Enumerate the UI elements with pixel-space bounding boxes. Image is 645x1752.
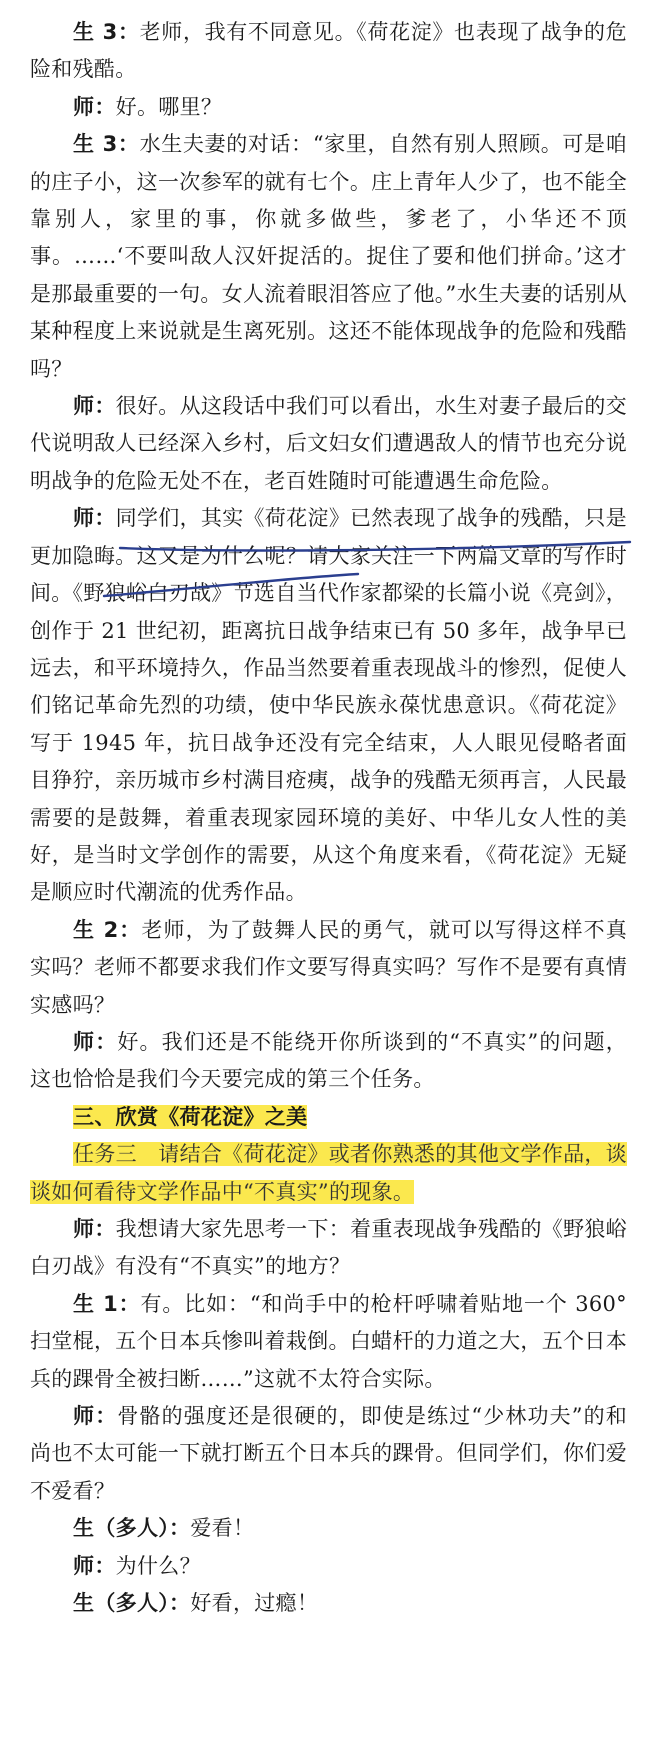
section-heading [30,1099,627,1136]
dialogue-paragraph: 生 3：水生夫妻的对话：“家里，自然有别人照顾。可是咱的庄子小，这一次参军的就有七个。庄上青年人少了，也不能全靠别人，家里的事，你就多做些，爹老了，小华还不顶事。……‘不要叫敌人汉奸捉活的。捉住了要和他们拼命。’这才是那最重要的一句。女人流着眼泪答应了他。”水生夫妻的话别从某种程度上来说就是生离死别。这还不能体现战争的危险和残酷吗？ [30,132,627,381]
dialogue-text: 好。哪里？ [115,94,223,119]
dialogue-text: 好看，过瘾！ [190,1591,319,1616]
dialogue-paragraph: 生（多人）：爱看！ [73,1516,255,1541]
speaker-label: 生（多人） [73,1591,170,1616]
dialogue-paragraph: 生（多人）：好看，过瘾！ [73,1591,319,1616]
dialogue-paragraph: 生 3：老师，我有不同意见。《荷花淀》也表现了战争的危险和残酷。 [30,20,627,82]
speaker-label: 生（多人） [73,1516,170,1541]
dialogue-text: 为什么？ [115,1553,201,1578]
speaker-label: 师 [73,1553,95,1578]
dialogue-paragraph: 生 1：有。比如：“和尚手中的枪杆呼啸着贴地一个 360° 扫堂棍，五个日本兵惨叫着栽倒。白蜡杆的力道之大，五个日本兵的踝骨全被扫断……”这就不太符合实际。 [30,1291,627,1391]
dialogue-paragraph: 师：骨骼的强度还是很硬的，即使是练过“少林功夫”的和尚也不太可能一下就打断五个日本兵的踝骨。但同学们，你们爱不爱看？ [30,1404,628,1503]
section-heading-text: 三、欣赏《荷花淀》之美 [73,1104,308,1129]
dialogue-paragraph: 师：好。哪里？ [73,94,223,119]
speaker-label: 生 3 [73,20,118,44]
dialogue-paragraph: 生 2：老师，为了鼓舞人民的勇气，就可以写得这样不真实吗？老师不都要求我们作文要写得真实吗？写作不是要有真情实感吗？ [30,917,627,1017]
dialogue-paragraph: 师：我想请大家先思考一下：着重表现战争残酷的《野狼峪白刃战》有没有“不真实”的地方？ [30,1217,627,1279]
dialogue-paragraph: 师：很好。从这段话中我们可以看出，水生对妻子最后的交代说明敌人已经深入乡村，后文妇女们遭遇敌人的情节也充分说明战争的危险无处不在，老百姓随时可能遭遇生命危险。 [30,394,627,493]
dialogue-text: 很好。从这段话中我们可以看出，水生对妻子最后的交代说明敌人已经深入乡村，后文妇女们遭遇敌人的情节也充分说明战争的危险无处不在，老百姓随时可能遭遇生命危险。 [30,394,627,493]
speaker-label: 生 1 [73,1291,119,1316]
dialogue-paragraph: 师：同学们，其实《荷花淀》已然表现了战争的残酷，只是更加隐晦。这又是为什么呢？请大家关注一下两篇文章的写作时间。《野狼峪白刃战》节选自当代作家都梁的长篇小说《亮剑》，创作于 21 世纪初，距离抗日战争结束已有 50 多年，战争早已远去，和平环境持久，作品当然要着重表现战斗的惨烈，促使人们铭记革命先烈的功绩，使中华民族永葆忧患意识。《荷花淀》写于 1945 年，抗日战争还没有完全结束，人人眼见侵略者面目狰狞，亲历城市乡村满目疮痍，战争的残酷无须再言，人民最需要的是鼓舞，着重表现家园环境的美好、中华儿女人性的美好，是当时文学创作的需要，从这个角度来看，《荷花淀》无疑是顺应时代潮流的优秀作品。 [30,506,627,905]
speaker-label: 师 [73,1404,96,1429]
speaker-label: 师 [73,394,95,419]
task-text: 任务三 请结合《荷花淀》或者你熟悉的其他文学作品，谈谈如何看待文学作品中“不真实”的现象。 [30,1142,627,1204]
dialogue-paragraph: 师：好。我们还是不能绕开你所谈到的“不真实”的问题，这也恰恰是我们今天要完成的第三个任务。 [30,1029,628,1092]
dialogue-text: 同学们，其实《荷花淀》已然表现了战争的残酷，只是更加隐晦。这又是为什么呢？请大家关注一下两篇文章的写作时间。《野狼峪白刃战》节选自当代作家都梁的长篇小说《亮剑》，创作于 21 世纪初，距离抗日战争结束已有 50 多年，战争早已远去，和平环境持久，作品当然要着重表现战斗的惨烈，促使人们铭记革命先烈的功绩，使中华民族永葆忧患意识。《荷花淀》写于 1945 年，抗日战争还没有完全结束，人人眼见侵略者面目狰狞，亲历城市乡村满目疮痍，战争的残酷无须再言，人民最需要的是鼓舞，着重表现家园环境的美好、中华儿女人性的美好，是当时文学创作的需要，从这个角度来看，《荷花淀》无疑是顺应时代潮流的优秀作品。 [30,506,627,905]
speaker-label: 师 [73,1217,95,1241]
dialogue-text: 有。比如：“和尚手中的枪杆呼啸着贴地一个 360° 扫堂棍，五个日本兵惨叫着栽倒。白蜡杆的力道之大，五个日本兵的踝骨全被扫断……”这就不太符合实际。 [30,1291,627,1391]
dialogue-text: 爱看！ [190,1516,255,1541]
task-paragraph [30,1136,627,1211]
speaker-label: 师 [73,506,95,531]
dialogue-text: 我想请大家先思考一下：着重表现战争残酷的《野狼峪白刃战》有没有“不真实”的地方？ [30,1217,627,1279]
speaker-label: 师 [73,1029,96,1054]
speaker-label: 生 2 [73,917,119,942]
dialogue-paragraph: 师：为什么？ [73,1553,201,1578]
dialogue-text: 骨骼的强度还是很硬的，即使是练过“少林功夫”的和尚也不太可能一下就打断五个日本兵的踝骨。但同学们，你们爱不爱看？ [30,1404,628,1503]
speaker-label: 生 3 [73,132,118,157]
speaker-label: 师 [73,94,95,119]
dialogue-text: 老师，为了鼓舞人民的勇气，就可以写得这样不真实吗？老师不都要求我们作文要写得真实吗？写作不是要有真情实感吗？ [30,917,627,1017]
dialogue-text: 水生夫妻的对话：“家里，自然有别人照顾。可是咱的庄子小，这一次参军的就有七个。庄上青年人少了，也不能全靠别人，家里的事，你就多做些，爹老了，小华还不顶事。……‘不要叫敌人汉奸捉活的。捉住了要和他们拼命。’这才是那最重要的一句。女人流着眼泪答应了他。”水生夫妻的话别从某种程度上来说就是生离死别。这还不能体现战争的危险和残酷吗？ [30,132,627,381]
dialogue-text: 老师，我有不同意见。《荷花淀》也表现了战争的危险和残酷。 [30,20,627,82]
dialogue-text: 好。我们还是不能绕开你所谈到的“不真实”的问题，这也恰恰是我们今天要完成的第三个任务。 [30,1029,628,1092]
